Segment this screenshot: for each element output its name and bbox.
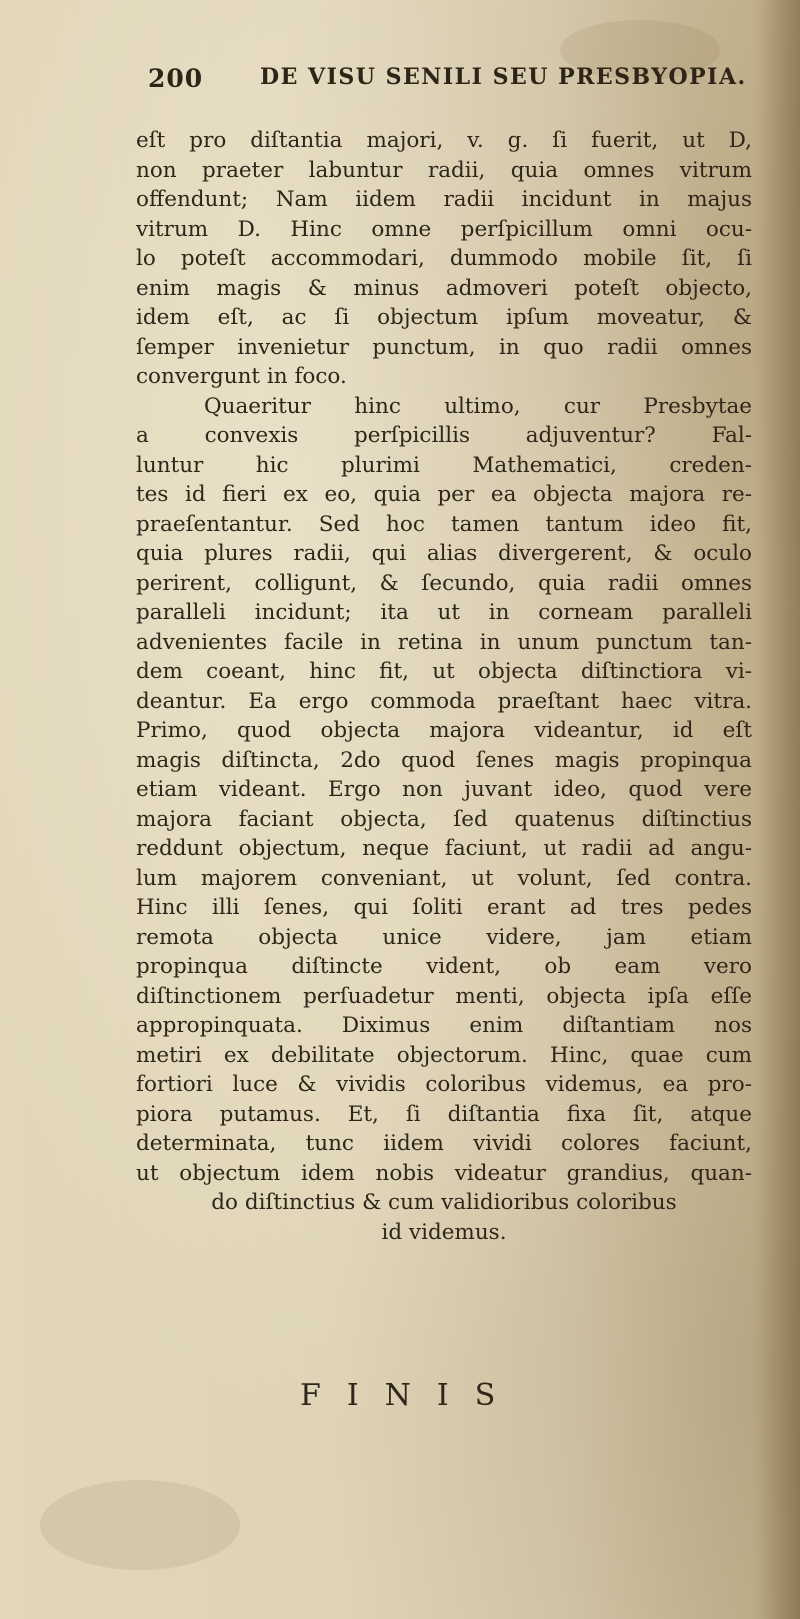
running-header [148,64,768,104]
text-line: propinqua diſtincte vident, ob eam vero [136,954,752,979]
text-line: a convexis perſpicillis adjuventur? Fal- [136,423,752,448]
text-line: perirent, colligunt, & ſecundo, quia radii omnes [136,570,752,596]
text-line: remota objecta unice videre, jam etiam [136,924,752,950]
text-line: advenientes facile in retina in unum punctum tan- [136,629,752,655]
text-line: piora putamus. Et, ſi diſtantia fixa ſit, atque [136,1101,752,1127]
text-line: idem eſt, ac ſi objectum ipſum moveatur, & [136,305,752,330]
text-line: Hinc illi ſenes, qui ſoliti erant ad tres pedes [136,895,752,920]
text-line: do diſtinctius & cum validioribus coloribus [211,1190,677,1215]
text-line: non praeter labuntur radii, quia omnes vitrum [136,157,752,183]
text-line: tes id fieri ex eo, quia per ea objecta majora re- [136,482,752,507]
text-line: vitrum D. Hinc omne perſpicillum omni ocu- [136,216,752,242]
body-text [136,126,752,1247]
paragraph-start-line: Quaeritur hinc ultimo, cur Presbytae [204,393,752,419]
text-line: diſtinctionem perſuadetur menti, objecta ipſa eſſe [136,983,752,1009]
text-line: determinata, tunc iidem vividi colores faciunt, [136,1131,752,1156]
text-line: magis diſtincta, 2do quod ſenes magis propinqua [136,747,752,773]
text-line: luntur hic plurimi Mathematici, creden- [136,452,752,478]
text-line: majora faciant objecta, ſed quatenus diſtinctius [136,806,752,832]
text-line: dem coeant, hinc fit, ut objecta diſtinctiora vi- [136,659,752,684]
text-line: offendunt; Nam iidem radii incidunt in majus [136,187,752,212]
text-line: lo poteſt accommodari, dummodo mobile ſit, ſi [136,246,752,271]
text-line: ut objectum idem nobis videatur grandius, quan- [136,1160,752,1186]
text-line: quia plures radii, qui alias divergerent, & oculo [136,541,752,566]
text-line: ſemper invenietur punctum, in quo radii omnes [136,334,752,360]
text-line: praeſentantur. Sed hoc tamen tantum ideo fit, [136,511,752,537]
paper-stain [40,1480,240,1570]
text-line: appropinquata. Diximus enim diſtantiam nos [136,1013,752,1038]
text-line: metiri ex debilitate objectorum. Hinc, quae cum [136,1042,752,1068]
text-line: Primo, quod objecta majora videantur, id eſt [136,718,752,743]
finis-heading: FINIS [300,1378,522,1413]
text-line: deantur. Ea ergo commoda praeſtant haec vitra. [136,688,752,714]
page-edge-shadow [760,0,800,1619]
running-title: DE VISU SENILI SEU PRESBYOPIA. [260,64,747,90]
text-line: enim magis & minus admoveri poteſt objecto, [136,275,752,301]
text-line: lum majorem conveniant, ut volunt, ſed contra. [136,865,752,891]
text-line: paralleli incidunt; ita ut in corneam paralleli [136,600,752,625]
text-line: convergunt in foco. [136,364,347,389]
text-line: eſt pro diſtantia majori, v. g. ſi fuerit, ut D, [136,128,752,153]
page-number: 200 [148,64,204,93]
final-line: id videmus. [381,1219,507,1245]
text-line: reddunt objectum, neque faciunt, ut radii ad angu- [136,836,752,861]
text-line: fortiori luce & vividis coloribus videmus, ea pro- [136,1072,752,1097]
text-line: etiam videant. Ergo non juvant ideo, quod vere [136,777,752,802]
